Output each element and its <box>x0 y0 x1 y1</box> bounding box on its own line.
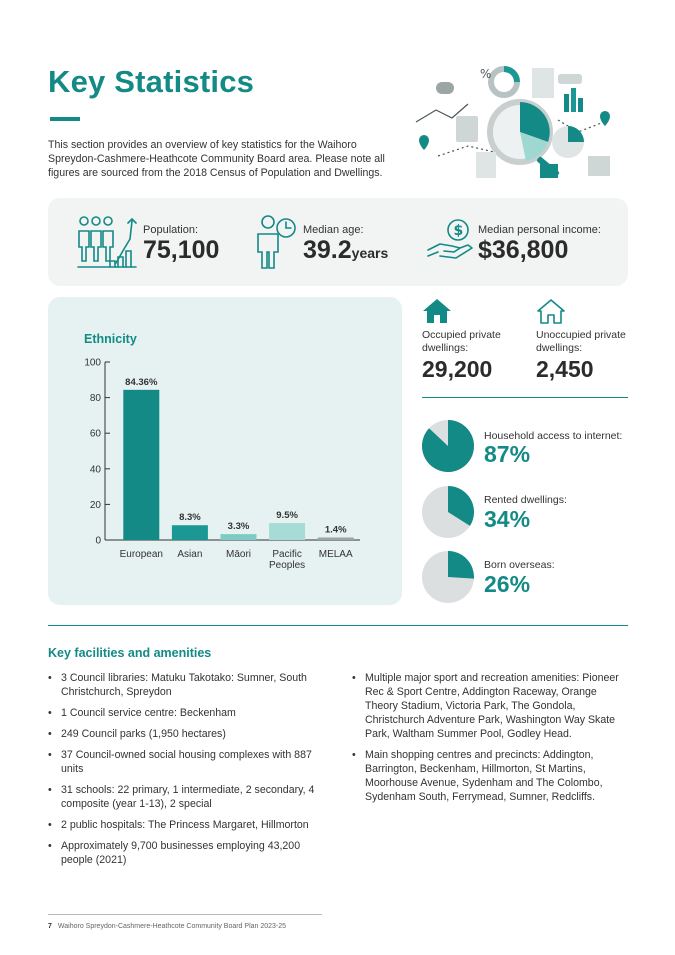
rented-dwellings-pie <box>421 485 475 539</box>
y-tick-label: 100 <box>84 357 101 369</box>
statistics-illustration-icon <box>408 60 626 188</box>
data-label: 1.4% <box>324 524 347 536</box>
facilities-list-right <box>352 671 628 811</box>
facility-item: • Approximately 9,700 businesses employing 43,200 people (2021) <box>48 839 316 867</box>
category-label: Pacific <box>272 549 302 560</box>
data-label: 84.36% <box>125 376 158 388</box>
median-age-value: 39.2 <box>303 236 352 264</box>
facility-item: • Main shopping centres and precincts: Addington, Barrington, Beckenham, Hillmorton, St Martins, Moorhouse Avenue, Sydenham and The Colombo, Sydenham South, Ferrymead, Sumner, Redcliffs. <box>352 748 628 804</box>
category-label: MELAA <box>318 549 353 560</box>
intro-paragraph: This section provides an overview of key statistics for the Waihoro Spreydon-Cashmere-Heathcote Community Board area. Please note all figures are sourced from the 2018 Census of Population and Dwellings. <box>48 139 385 179</box>
ethnicity-title: Ethnicity <box>84 332 137 346</box>
occupied-dwellings-value: 29,200 <box>422 356 493 382</box>
dwellings-divider <box>422 397 628 398</box>
facility-item: • Multiple major sport and recreation amenities: Pioneer Rec & Sport Centre, Addington Raceway, Orange Theory Stadium, Victoria Park, The Gondola, Christchurch Adventure Park, Washington Way Skate Park, Waltham Summer Pool, Godley Head. <box>352 671 628 741</box>
facilities-title: Key facilities and amenities <box>48 646 212 660</box>
svg-text:$: $ <box>453 223 464 239</box>
y-tick-label: 20 <box>89 499 101 511</box>
bar <box>221 534 257 540</box>
rented-dwellings-label: Rented dwellings: <box>484 494 567 506</box>
hand-dollar-icon <box>426 218 476 262</box>
facility-item: • 31 schools: 22 primary, 1 intermediate, 2 secondary, 4 composite (year 1-13), 2 special <box>48 783 316 811</box>
born-overseas-value: 26% <box>484 571 531 597</box>
y-tick-label: 0 <box>95 535 101 547</box>
y-tick-label: 40 <box>89 464 101 476</box>
internet-access-label: Household access to internet: <box>484 430 623 442</box>
population-value: 75,100 <box>143 236 220 264</box>
facility-item: • 249 Council parks (1,950 hectares) <box>48 727 316 741</box>
population-growth-icon <box>76 213 138 269</box>
bar <box>172 525 208 540</box>
population-label: Population: <box>143 224 199 236</box>
section-divider <box>48 625 628 626</box>
house-outline-icon <box>536 298 566 324</box>
born-overseas-pie <box>421 550 475 604</box>
facilities-list-left <box>48 671 316 874</box>
median-age-unit: years <box>351 245 389 261</box>
born-overseas-label: Born overseas: <box>484 559 555 571</box>
unoccupied-dwellings-label: Unoccupied private dwellings: <box>536 329 626 354</box>
pie-slice <box>448 551 474 579</box>
bar <box>269 523 305 540</box>
y-tick-label: 60 <box>89 428 101 440</box>
page-title: Key Statistics <box>48 64 255 99</box>
median-age-value-group <box>303 236 388 265</box>
internet-access-pie <box>421 419 475 473</box>
facility-item: • 2 public hospitals: The Princess Margaret, Hillmorton <box>48 818 316 832</box>
title-underline <box>50 117 80 121</box>
internet-access-value: 87% <box>484 441 531 467</box>
median-age-label: Median age: <box>303 224 364 236</box>
footer-text: Waihoro Spreydon-Cashmere-Heathcote Community Board Plan 2023-25 <box>57 923 287 930</box>
bar <box>123 390 159 540</box>
income-value: $36,800 <box>478 236 569 264</box>
facility-item: • 1 Council service centre: Beckenham <box>48 706 316 720</box>
data-label: 3.3% <box>227 521 250 533</box>
income-label: Median personal income: <box>478 224 601 236</box>
footer <box>48 923 286 930</box>
category-label: Asian <box>177 549 203 560</box>
facility-item: • 3 Council libraries: Matuku Takotako: Sumner, South Christchurch, Spreydon <box>48 671 316 699</box>
bar <box>318 538 354 540</box>
facility-item: • 37 Council-owned social housing complexes with 887 units <box>48 748 316 776</box>
house-filled-icon <box>422 298 452 324</box>
category-label: European <box>119 549 163 560</box>
person-clock-icon <box>256 214 298 270</box>
category-label: Māori <box>225 549 252 560</box>
category-label: Peoples <box>269 560 306 571</box>
rented-dwellings-value: 34% <box>484 506 531 532</box>
y-tick-label: 80 <box>89 393 101 405</box>
unoccupied-dwellings-value: 2,450 <box>536 356 594 382</box>
data-label: 9.5% <box>276 510 298 522</box>
footer-rule <box>48 914 322 915</box>
data-label: 8.3% <box>179 512 201 524</box>
svg-text:%: % <box>480 67 492 81</box>
ethnicity-bar-chart <box>60 352 380 582</box>
occupied-dwellings-label: Occupied private dwellings: <box>422 329 501 354</box>
page-number: 7 <box>48 923 52 930</box>
